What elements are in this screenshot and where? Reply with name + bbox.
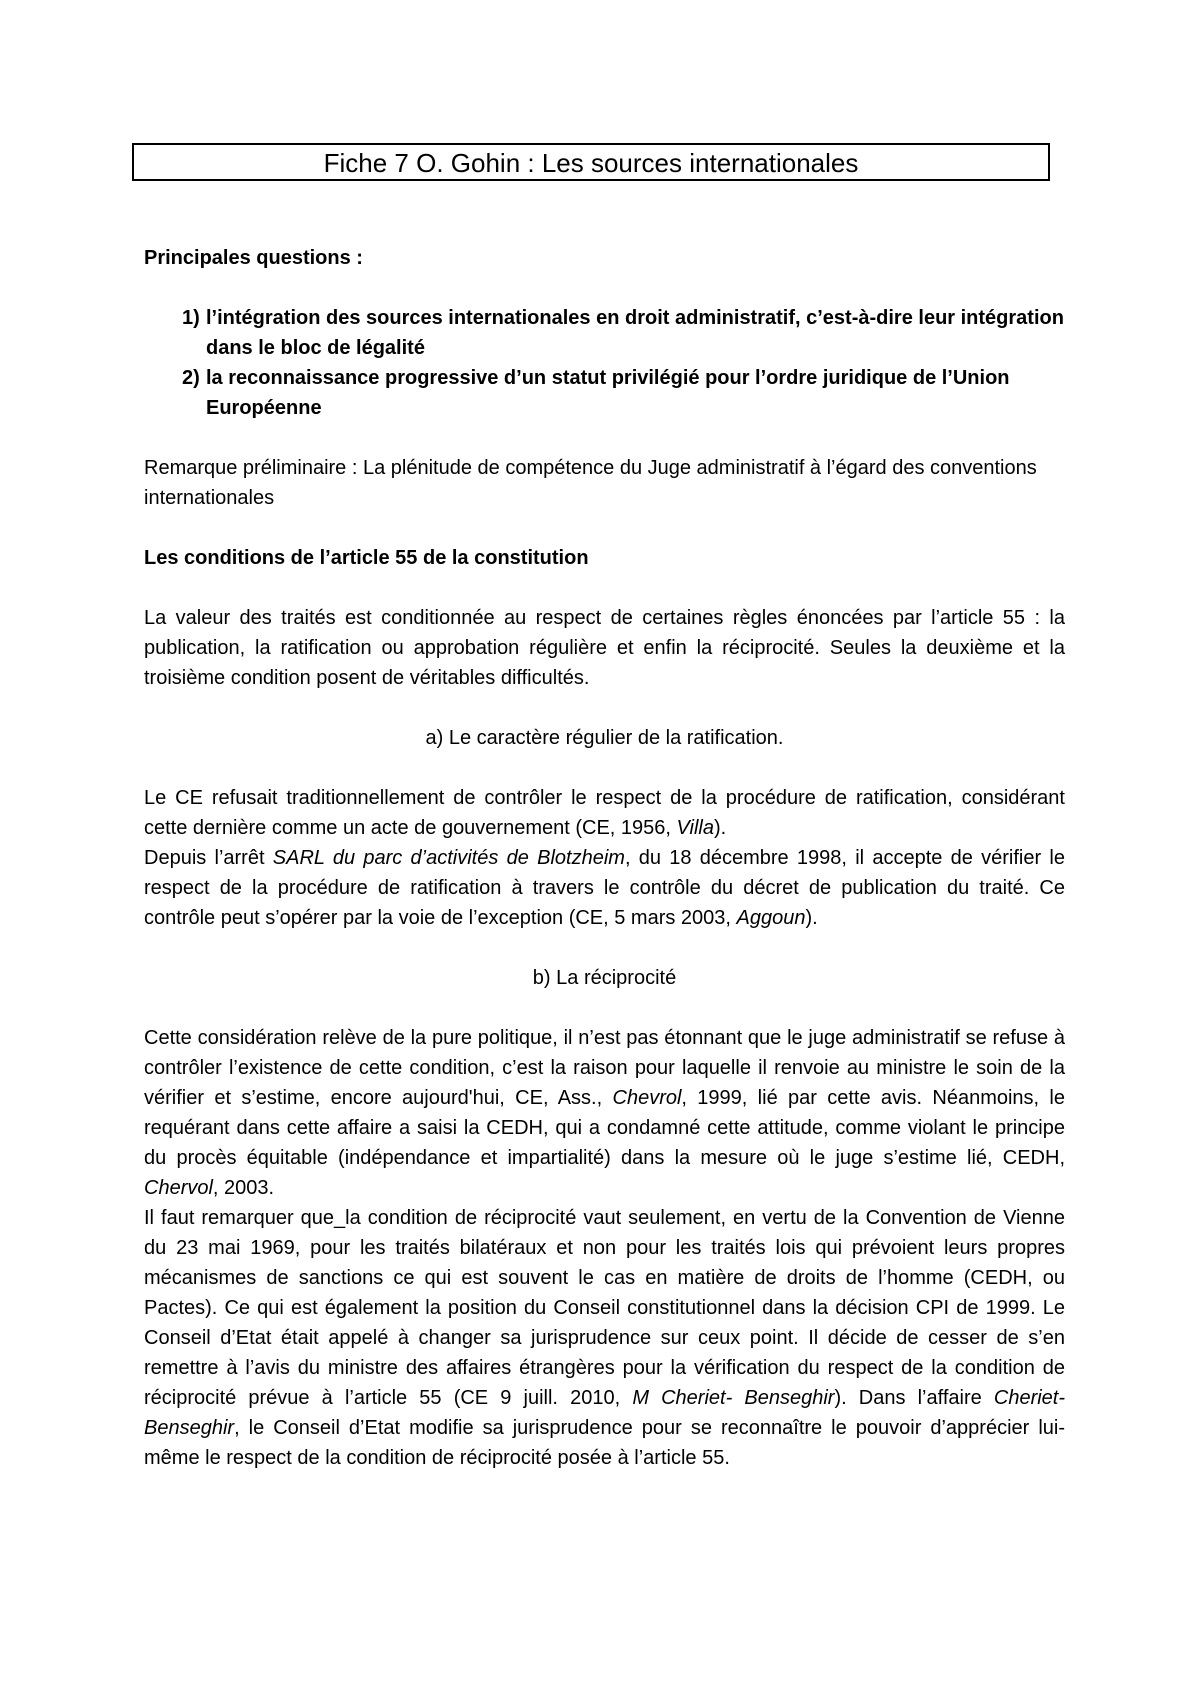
text-run: , le Conseil d’Etat modifie sa jurisprudence pour se reconnaître le pouvoir d’apprécier lui-même le respect de la condition de réciprocité posée à l’article 55.	[144, 1417, 1065, 1469]
list-item-number: 2)	[182, 367, 200, 389]
reciprocite-paragraph-2	[144, 1203, 1065, 1473]
questions-list	[144, 303, 1065, 423]
text-run: Il faut remarquer que_la condition de réciprocité vaut seulement, en vertu de la Convention de Vienne du 23 mai 1969, pour les traités bilatéraux et non pour les traités lois qui prévoient leurs propres mécanismes de sanctions ce qui est souvent le cas en matière de droits de l’homme (CEDH, ou Pactes). Ce qui est également la position du Conseil constitutionnel dans la décision CPI de 1999. Le Conseil d’Etat était appelé à changer sa jurisprudence sur ceux point. Il décide de cesser de s’en remettre à l’avis du ministre des affaires étrangères pour la vérification du respect de la condition de réciprocité prévue à l’article 55 (CE 9 juill. 2010,	[144, 1207, 1065, 1409]
list-item-text: la reconnaissance progressive d’un statut privilégié pour l’ordre juridique de l’Union Européenne	[206, 367, 1010, 419]
case-name: Chervol	[144, 1177, 213, 1199]
case-name: Cheriet- Benseghir	[144, 1387, 1066, 1439]
list-item-number: 1)	[182, 307, 200, 329]
case-name: SARL du parc d’activités de Blotzheim	[272, 847, 625, 869]
case-name: Chevrol	[612, 1087, 682, 1109]
subsection-b-heading: b) La réciprocité	[532, 967, 677, 989]
remarque-paragraph: Remarque préliminaire : La plénitude de compétence du Juge administratif à l’égard des conventions internationales	[144, 457, 1037, 509]
intro-paragraph: La valeur des traités est conditionnée au respect de certaines règles énoncées par l’article 55 : la publication, la ratification ou approbation régulière et enfin la réciprocité. Seules la deuxième et la troisième condition posent de véritables difficultés.	[144, 607, 1065, 689]
text-run: Le CE refusait traditionnellement de contrôler le respect de la procédure de ratification, considérant cette dernière comme un acte de gouvernement (CE, 1956,	[144, 787, 1065, 839]
case-name: Villa	[676, 817, 714, 839]
case-name: Aggoun	[736, 907, 806, 929]
ratification-paragraph-2	[144, 843, 1065, 933]
list-item	[144, 363, 1065, 423]
text-run: Cette considération relève de la pure politique, il n’est pas étonnant que le juge administratif se refuse à contrôler l’existence de cette condition, c’est la raison pour laquelle il renvoie au ministre le soin de la vérifier et s’estime, encore aujourd'hui, CE, Ass.,	[144, 1027, 1065, 1109]
text-run: Depuis l’arrêt	[144, 847, 273, 869]
text-run: , du 18 décembre 1998, il accepte de vérifier le respect de la procédure de ratification à travers le contrôle du décret de publication du traité. Ce contrôle peut s’opérer par la voie de l’exception (CE, 5 mars 2003,	[144, 847, 1065, 929]
list-item-text: l’intégration des sources internationales en droit administratif, c’est-à-dire leur intégration dans le bloc de légalité	[206, 307, 1064, 359]
text-run: ). Dans l’affaire	[834, 1387, 994, 1409]
text-run: ).	[713, 817, 727, 839]
text-run: , 1999, lié par cette avis. Néanmoins, le requérant dans cette affaire a saisi la CEDH, qui a condamné cette attitude, comme violant le principe du procès équitable (indépendance et impartialité) dans la mesure où le juge s’estime lié, CEDH,	[144, 1087, 1065, 1169]
ratification-paragraph-1	[144, 783, 1065, 843]
questions-heading: Principales questions :	[144, 247, 363, 269]
subsection-a-heading: a) Le caractère régulier de la ratification.	[425, 727, 784, 749]
list-item	[144, 303, 1065, 363]
case-name: M Cheriet- Benseghir	[632, 1387, 835, 1409]
text-run: ).	[805, 907, 818, 929]
reciprocite-paragraph-1	[144, 1023, 1065, 1203]
document-title: Fiche 7 O. Gohin : Les sources internationales	[132, 143, 1050, 181]
section-heading: Les conditions de l’article 55 de la constitution	[144, 547, 589, 569]
document-body	[144, 243, 1065, 1473]
text-run: , 2003.	[212, 1177, 275, 1199]
